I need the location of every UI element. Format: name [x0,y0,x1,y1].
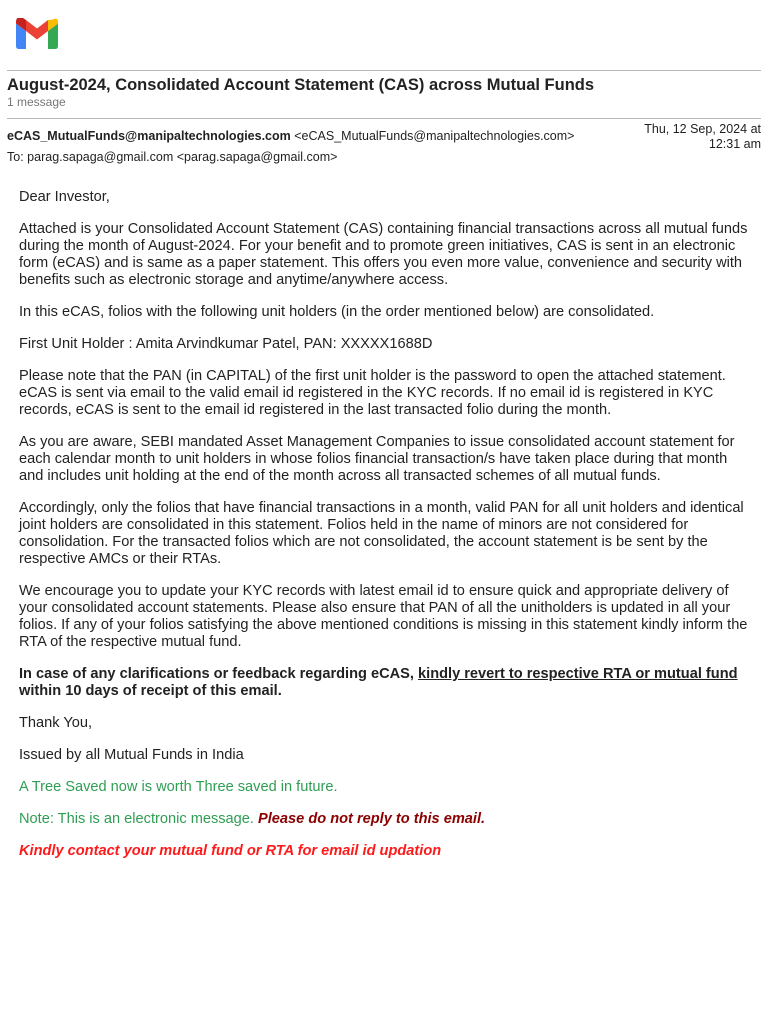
note-prefix: Note: This is an electronic message. [19,811,259,827]
sender [7,129,574,143]
tree-note: A Tree Saved now is worth Three saved in future. [19,779,338,795]
date-line-2: 12:31 am [708,137,761,151]
gmail-icon [16,18,58,49]
issued-by: Issued by all Mutual Funds in India [19,747,244,763]
paragraph-folios: In this eCAS, folios with the following unit holders (in the order mentioned below) are consolidated. [19,304,655,320]
paragraph-kyc: We encourage you to update your KYC records with latest email id to ensure quick and appropriate delivery of your consolidated account statements. Please also ensure that PAN of all the unitholders is updated in all your folios. If any of your folios satisfying the above mentioned conditions is missing in this statement kindly inform the RTA of the respective mutual fund. [19,583,748,650]
feedback-text-1: In case of any clarifications or feedback regarding eCAS, [19,666,419,682]
email-body [19,189,754,875]
sender-name: eCAS_MutualFunds@manipaltechnologies.com [7,129,291,143]
no-reply-note: Please do not reply to this email. [258,811,486,827]
contact-note: Kindly contact your mutual fund or RTA for email id updation [19,843,442,859]
paragraph-intro: Attached is your Consolidated Account Statement (CAS) containing financial transactions across all mutual funds during the month of August-2024. For your benefit and to promote green initiatives, CAS is sent in an electronic form (eCAS) and is same as a paper statement. This offers you even more value, convenience and security with benefits such as electronic storage and anytime/anywhere access. [19,221,748,288]
feedback-text-2: within 10 days of receipt of this email. [19,683,282,699]
recipient-label: To: [7,150,24,164]
email-subject: August-2024, Consolidated Account Statement (CAS) across Mutual Funds [7,76,595,94]
message-count: 1 message [7,95,66,109]
sender-address: <eCAS_MutualFunds@manipaltechnologies.com> [294,129,575,143]
greeting: Dear Investor, [19,189,110,205]
top-divider [7,70,761,71]
header-divider [7,118,761,119]
thank-you: Thank You, [19,715,93,731]
electronic-note [19,811,754,828]
recipient [7,150,337,164]
recipient-address: parag.sapaga@gmail.com <parag.sapaga@gmail.com> [27,150,338,164]
paragraph-feedback [19,666,754,700]
date-line-1: Thu, 12 Sep, 2024 at [644,122,761,136]
paragraph-consolidation: Accordingly, only the folios that have financial transactions in a month, valid PAN for all unit holders and identical joint holders are consolidated in this statement. Folios held in the name of minors are not considered for consolidation. For the transacted folios which are not consolidated, the account statement is be sent by the respective AMCs or their RTAs. [19,500,744,567]
email-date [621,122,761,152]
feedback-link[interactable]: kindly revert to respective RTA or mutual fund [418,666,738,682]
paragraph-unit-holder: First Unit Holder : Amita Arvindkumar Patel, PAN: XXXXX1688D [19,336,433,352]
paragraph-sebi: As you are aware, SEBI mandated Asset Management Companies to issue consolidated account statement for each calendar month to unit holders in whose folios financial transaction/s have taken place during that month and includes unit holding at the end of the month across all transacted schemes of all mutual funds. [19,434,735,484]
paragraph-password: Please note that the PAN (in CAPITAL) of the first unit holder is the password to open the attached statement. eCAS is sent via email to the valid email id registered in the KYC records. If no email id is registered in KYC records, eCAS is sent to the email id registered in the last transacted folio during the month. [19,368,726,418]
